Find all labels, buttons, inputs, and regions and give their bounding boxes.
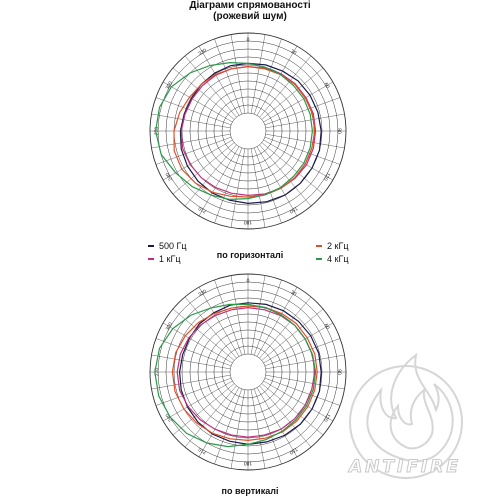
grid-spoke	[251, 149, 265, 228]
grid-spoke	[214, 148, 241, 223]
grid-spoke	[251, 34, 265, 113]
grid-spoke	[231, 34, 245, 113]
grid-spoke	[251, 275, 265, 354]
grid-spoke	[185, 145, 236, 206]
legend-label-4khz: 4 кГц	[327, 254, 349, 264]
angle-tick-label: 90	[335, 128, 342, 134]
grid-spoke	[262, 68, 323, 119]
grid-spoke	[214, 389, 241, 464]
angle-tick-label: 330	[197, 47, 208, 58]
grid-spoke	[260, 145, 311, 206]
legend-label-1khz: 1 кГц	[159, 254, 181, 264]
angle-tick-label: 120	[321, 171, 332, 182]
grid-spoke	[254, 39, 281, 114]
angle-tick-label: 210	[197, 204, 208, 215]
legend-label-500hz: 500 Гц	[159, 241, 187, 251]
grid-spoke	[266, 134, 345, 148]
grid-spoke	[214, 39, 241, 114]
grid-spoke	[251, 390, 265, 469]
angle-tick-label: 210	[197, 445, 208, 456]
grid-spoke	[254, 389, 281, 464]
antifire-logo-text: ANTIFIRE	[349, 457, 461, 477]
grid-spoke	[254, 148, 281, 223]
grid-spoke	[151, 375, 230, 389]
grid-spoke	[214, 280, 241, 355]
grid-spoke	[231, 275, 245, 354]
angle-tick-label: 30	[289, 48, 298, 57]
angle-tick-label: 150	[288, 204, 299, 215]
caption-vertical: по вертикалі	[221, 486, 279, 496]
angle-tick-label: 270	[154, 367, 161, 377]
chart-subtitle: (рожевий шум)	[213, 11, 287, 22]
angle-tick-label: 90	[335, 369, 342, 375]
grid-spoke	[156, 378, 231, 405]
angle-tick-label: 180	[243, 459, 253, 466]
angle-tick-label: 240	[164, 171, 175, 182]
angle-tick-label: 300	[164, 321, 175, 332]
grid-spoke	[151, 114, 230, 128]
grid-spoke	[266, 114, 345, 128]
series-line	[180, 303, 322, 445]
angle-tick-label: 0	[246, 37, 250, 44]
legend-swatch-500hz	[148, 245, 154, 247]
grid-spoke	[173, 68, 234, 119]
grid-spoke	[156, 137, 231, 164]
angle-tick-label: 60	[322, 322, 331, 331]
grid-spoke	[173, 309, 234, 360]
angle-tick-label: 120	[321, 412, 332, 423]
angle-tick-label: 270	[154, 126, 161, 136]
angle-tick-label: 240	[164, 412, 175, 423]
angle-tick-label: 60	[322, 81, 331, 90]
grid-spoke	[151, 355, 230, 369]
grid-spoke	[262, 143, 323, 194]
grid-spoke	[265, 97, 340, 124]
grid-spoke	[231, 390, 245, 469]
angle-tick-label: 0	[246, 278, 250, 285]
angle-tick-label: 300	[164, 80, 175, 91]
grid-spoke	[156, 338, 231, 365]
grid-spoke	[151, 134, 230, 148]
grid-ring	[230, 113, 266, 149]
angle-tick-label: 150	[288, 445, 299, 456]
caption-horizontal: по горизонталі	[216, 250, 284, 260]
grid-ring	[230, 354, 266, 390]
grid-spoke	[231, 149, 245, 228]
legend-swatch-2khz	[316, 245, 322, 247]
grid-spoke	[156, 97, 231, 124]
grid-spoke	[265, 137, 340, 164]
legend-label-2khz: 2 кГц	[327, 241, 349, 251]
angle-tick-label: 180	[243, 218, 253, 225]
chart-title: Діаграми спрямованості	[189, 0, 311, 11]
angle-tick-label: 30	[289, 289, 298, 298]
grid-spoke	[254, 280, 281, 355]
angle-tick-label: 330	[197, 288, 208, 299]
